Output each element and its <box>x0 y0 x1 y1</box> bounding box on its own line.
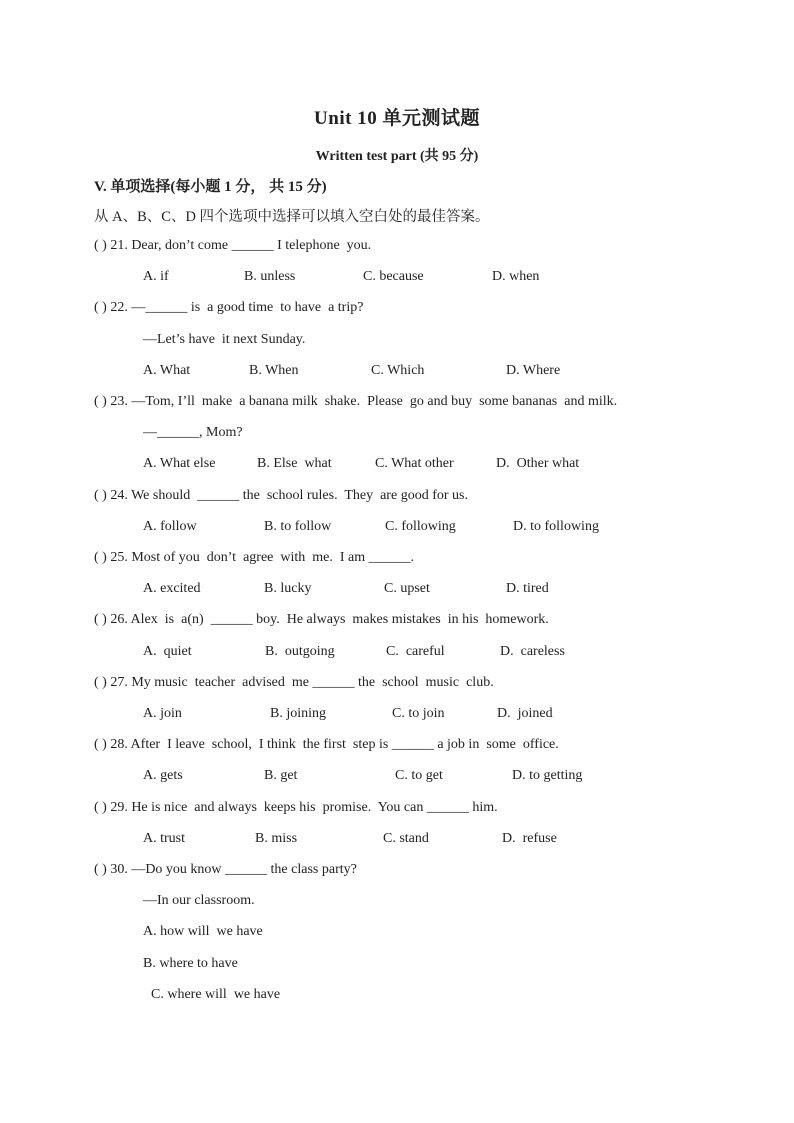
question-23-option-d: D. Other what <box>496 456 580 471</box>
question-21-option-d: D. when <box>492 269 540 284</box>
page-title: Unit 10 单元测试题 <box>314 108 480 129</box>
question-24-option-d: D. to following <box>513 519 599 534</box>
question-25-stem: ( ) 25. Most of you don’t agree with me. I am ______. <box>94 550 415 565</box>
question-21-option-a: A. if <box>143 269 169 284</box>
instruction-text: 从 A、B、C、D 四个选项中选择可以填入空白处的最佳答案。 <box>94 209 490 225</box>
question-22-option-c: C. Which <box>371 363 425 378</box>
question-21-stem: ( ) 21. Dear, don’t come ______ I telephone you. <box>94 238 372 253</box>
question-23-option-b: B. Else what <box>257 456 332 471</box>
question-25-option-a: A. excited <box>143 581 201 596</box>
question-26-option-a: A. quiet <box>143 644 192 659</box>
question-23-stem: ( ) 23. —Tom, I’ll make a banana milk shake. Please go and buy some bananas and milk. <box>94 394 618 409</box>
question-24-option-b: B. to follow <box>264 519 332 534</box>
question-27-option-b: B. joining <box>270 706 327 721</box>
question-30-option-b: B. where to have <box>143 956 238 971</box>
question-29-option-a: A. trust <box>143 831 185 846</box>
question-24-option-c: C. following <box>385 519 456 534</box>
question-30-option-a: A. how will we have <box>143 924 263 939</box>
question-29-stem: ( ) 29. He is nice and always keeps his promise. You can ______ him. <box>94 800 498 815</box>
question-23-dialogue: —______, Mom? <box>143 425 243 440</box>
section-heading: V. 单项选择(每小题 1 分， 共 15 分) <box>94 179 327 195</box>
question-26-option-d: D. careless <box>500 644 565 659</box>
question-22-dialogue: —Let’s have it next Sunday. <box>143 332 306 347</box>
question-23-option-a: A. What else <box>143 456 216 471</box>
question-30-dialogue: —In our classroom. <box>143 893 255 908</box>
question-28-option-a: A. gets <box>143 768 183 783</box>
question-24-option-a: A. follow <box>143 519 197 534</box>
question-27-stem: ( ) 27. My music teacher advised me ______ the school music club. <box>94 675 494 690</box>
question-27-option-c: C. to join <box>392 706 445 721</box>
question-25-option-b: B. lucky <box>264 581 312 596</box>
question-22-option-d: D. Where <box>506 363 561 378</box>
question-28-stem: ( ) 28. After I leave school, I think the first step is ______ a job in some office. <box>94 737 559 752</box>
question-26-stem: ( ) 26. Alex is a(n) ______ boy. He always makes mistakes in his homework. <box>94 612 549 627</box>
question-27-option-a: A. join <box>143 706 182 721</box>
question-26-option-c: C. careful <box>386 644 445 659</box>
question-21-option-b: B. unless <box>244 269 296 284</box>
question-28-option-b: B. get <box>264 768 298 783</box>
question-22-option-a: A. What <box>143 363 191 378</box>
question-26-option-b: B. outgoing <box>265 644 335 659</box>
question-29-option-b: B. miss <box>255 831 298 846</box>
question-22-stem: ( ) 22. —______ is a good time to have a trip? <box>94 300 364 315</box>
question-27-option-d: D. joined <box>497 706 553 721</box>
question-28-option-c: C. to get <box>395 768 443 783</box>
question-28-option-d: D. to getting <box>512 768 583 783</box>
question-22-option-b: B. When <box>249 363 299 378</box>
question-30-option-c: C. where will we have <box>151 987 281 1002</box>
question-24-stem: ( ) 24. We should ______ the school rules. They are good for us. <box>94 488 468 503</box>
question-23-option-c: C. What other <box>375 456 454 471</box>
question-21-option-c: C. because <box>363 269 424 284</box>
page-subtitle: Written test part (共 95 分) <box>315 149 479 164</box>
question-29-option-c: C. stand <box>383 831 429 846</box>
question-25-option-c: C. upset <box>384 581 430 596</box>
question-25-option-d: D. tired <box>506 581 549 596</box>
question-30-stem: ( ) 30. —Do you know ______ the class party? <box>94 862 357 877</box>
question-29-option-d: D. refuse <box>502 831 557 846</box>
